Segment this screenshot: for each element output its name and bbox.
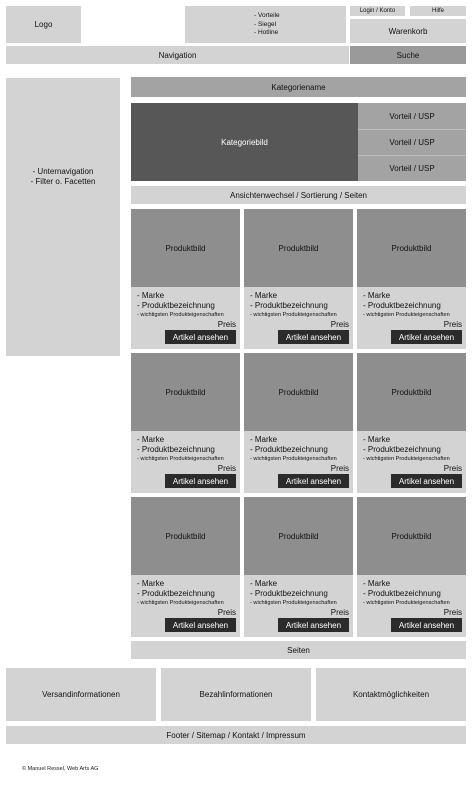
product-name: - Produktbezeichnung (137, 445, 215, 454)
view-sort-pagination-bar[interactable]: Ansichtenwechsel / Sortierung / Seiten (131, 186, 466, 204)
product-features: - wichtigsten Produkteigenschaften (137, 312, 224, 318)
benefit-vorteile: - Vorteile (254, 12, 280, 19)
product-brand: - Marke (250, 291, 278, 300)
product-name: - Produktbezeichnung (137, 589, 215, 598)
view-article-button[interactable]: Artikel ansehen (278, 330, 349, 344)
view-article-button[interactable]: Artikel ansehen (391, 618, 462, 632)
view-article-button[interactable]: Artikel ansehen (278, 474, 349, 488)
login-account-link[interactable]: Login / Konto (350, 6, 405, 16)
help-link[interactable]: Hilfe (410, 6, 466, 16)
category-name: Kategoriename (131, 77, 466, 97)
product-brand: - Marke (137, 435, 165, 444)
product-image: Produktbild (357, 353, 466, 431)
product-name: - Produktbezeichnung (250, 445, 328, 454)
pagination[interactable]: Seiten (131, 641, 466, 659)
product-brand: - Marke (137, 579, 165, 588)
product-price: Preis (443, 464, 462, 473)
shipping-info[interactable]: Versandinformationen (6, 668, 156, 721)
usp-item: Vorteil / USP (358, 103, 466, 129)
copyright-text: © Manuel Ressel, Web Arts AG (22, 766, 99, 772)
product-card[interactable] (131, 353, 240, 493)
view-article-button[interactable]: Artikel ansehen (391, 474, 462, 488)
product-features: - wichtigsten Produkteigenschaften (137, 600, 224, 606)
product-name: - Produktbezeichnung (363, 301, 441, 310)
product-features: - wichtigsten Produkteigenschaften (250, 600, 337, 606)
product-price: Preis (443, 608, 462, 617)
product-card[interactable] (244, 497, 353, 637)
product-features: - wichtigsten Produkteigenschaften (363, 312, 450, 318)
product-name: - Produktbezeichnung (250, 589, 328, 598)
product-brand: - Marke (363, 435, 391, 444)
usp-item: Vorteil / USP (358, 155, 466, 181)
product-card[interactable] (357, 209, 466, 349)
product-brand: - Marke (250, 435, 278, 444)
view-article-button[interactable]: Artikel ansehen (165, 474, 236, 488)
product-image: Produktbild (244, 353, 353, 431)
sidebar-subnav-filters[interactable] (6, 78, 120, 356)
contact-options[interactable]: Kontaktmöglichkeiten (316, 668, 466, 721)
sidebar-filter-label: - Filter o. Facetten (30, 177, 96, 186)
product-price: Preis (217, 320, 236, 329)
product-card[interactable] (131, 497, 240, 637)
product-price: Preis (330, 608, 349, 617)
product-price: Preis (330, 464, 349, 473)
search-box[interactable]: Suche (350, 46, 466, 64)
product-price: Preis (330, 320, 349, 329)
product-image: Produktbild (357, 497, 466, 575)
product-name: - Produktbezeichnung (137, 301, 215, 310)
benefit-hotline: - Hotline (254, 29, 279, 36)
view-article-button[interactable]: Artikel ansehen (165, 330, 236, 344)
product-card[interactable] (244, 209, 353, 349)
product-card[interactable] (131, 209, 240, 349)
view-article-button[interactable]: Artikel ansehen (278, 618, 349, 632)
product-features: - wichtigsten Produkteigenschaften (250, 312, 337, 318)
category-image: Kategoriebild (131, 103, 358, 181)
main-navigation[interactable]: Navigation (6, 46, 349, 64)
view-article-button[interactable]: Artikel ansehen (165, 618, 236, 632)
product-name: - Produktbezeichnung (363, 589, 441, 598)
product-name: - Produktbezeichnung (363, 445, 441, 454)
sidebar-subnavigation-label: - Unternavigation (32, 167, 94, 176)
product-image: Produktbild (244, 209, 353, 287)
product-features: - wichtigsten Produkteigenschaften (137, 456, 224, 462)
benefits-box (185, 6, 346, 43)
product-brand: - Marke (250, 579, 278, 588)
product-card[interactable] (357, 497, 466, 637)
product-image: Produktbild (131, 497, 240, 575)
payment-info[interactable]: Bezahlinformationen (161, 668, 311, 721)
product-card[interactable] (244, 353, 353, 493)
product-features: - wichtigsten Produkteigenschaften (250, 456, 337, 462)
product-price: Preis (443, 320, 462, 329)
product-image: Produktbild (131, 353, 240, 431)
view-article-button[interactable]: Artikel ansehen (391, 330, 462, 344)
product-price: Preis (217, 464, 236, 473)
product-brand: - Marke (137, 291, 165, 300)
product-image: Produktbild (244, 497, 353, 575)
product-brand: - Marke (363, 291, 391, 300)
footer-links[interactable]: Footer / Sitemap / Kontakt / Impressum (6, 726, 466, 744)
usp-item: Vorteil / USP (358, 129, 466, 155)
product-price: Preis (217, 608, 236, 617)
benefit-siegel: - Siegel (254, 20, 277, 28)
product-features: - wichtigsten Produkteigenschaften (363, 600, 450, 606)
product-image: Produktbild (131, 209, 240, 287)
product-features: - wichtigsten Produkteigenschaften (363, 456, 450, 462)
product-name: - Produktbezeichnung (250, 301, 328, 310)
product-card[interactable] (357, 353, 466, 493)
cart-button[interactable]: Warenkorb (350, 19, 466, 43)
logo[interactable]: Logo (6, 6, 81, 43)
product-image: Produktbild (357, 209, 466, 287)
product-brand: - Marke (363, 579, 391, 588)
